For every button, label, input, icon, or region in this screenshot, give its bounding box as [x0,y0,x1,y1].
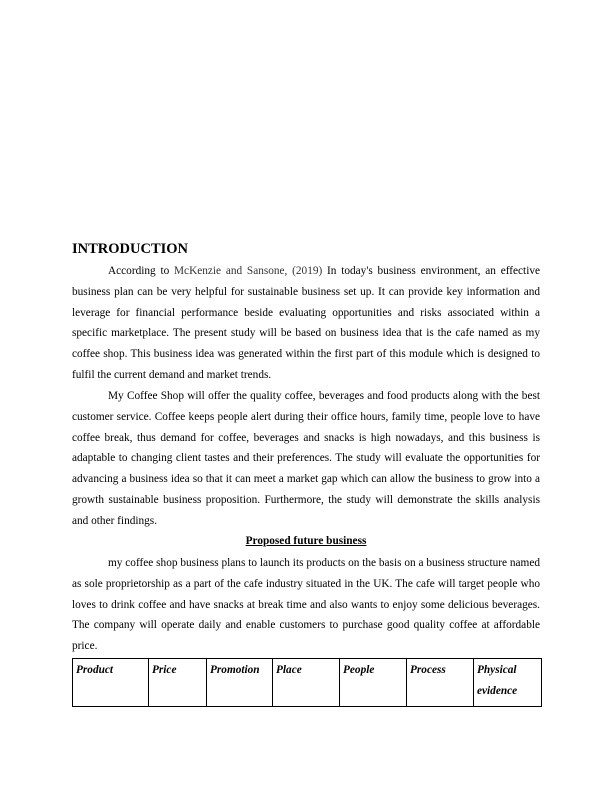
table-header-cell: Product [73,659,149,707]
table-header-cell: Place [273,659,340,707]
intro-paragraph-1 [72,261,540,386]
table-header-cell: Process [407,659,474,707]
p1-lead: According to [108,265,175,277]
citation: McKenzie and Sansone, (2019) [174,265,323,277]
proposed-business-heading: Proposed future business [245,535,367,547]
marketing-mix-table [72,658,542,707]
p1-rest: In today's business environment, an effective business plan can be very helpful for sustainable business set up. It can provide key information and leverage for financial performance beside evaluating opportunities and risks associated within a specific marketplace. The present study will be based on business idea that is the cafe named as my coffee shop. This business idea was generated within the first part of this module which is designed to fulfil the current demand and market trends. [72,265,540,381]
intro-paragraph-2: My Coffee Shop will offer the quality coffee, beverages and food products along with the best customer service. Coffee keeps people alert during their office hours, family time, people love to have coffee break, thus demand for coffee, beverages and snacks is high nowadays, and this business is adaptable to changing client tastes and their preferences. The study will evaluate the opportunities for advancing a business idea so that it can meet a market gap which can allow the business to grow into a growth sustainable business proposition. Furthermore, the study will demonstrate the skills analysis and other findings. [72,390,540,527]
table-header-cell: Physical evidence [474,659,542,707]
table-header-cell: Price [149,659,207,707]
section-heading: INTRODUCTION [72,241,189,257]
table-header-cell: People [340,659,407,707]
table-header-row [73,659,542,707]
table-header-cell: Promotion [207,659,273,707]
business-paragraph: my coffee shop business plans to launch its products on the basis on a business structure named as sole proprietorship as a part of the cafe industry situated in the UK. The cafe will target people who loves to drink coffee and have snacks at break time and also wants to enjoy some delicious beverages. The company will operate daily and enable customers to purchase good quality coffee at affordable price. [72,557,540,653]
